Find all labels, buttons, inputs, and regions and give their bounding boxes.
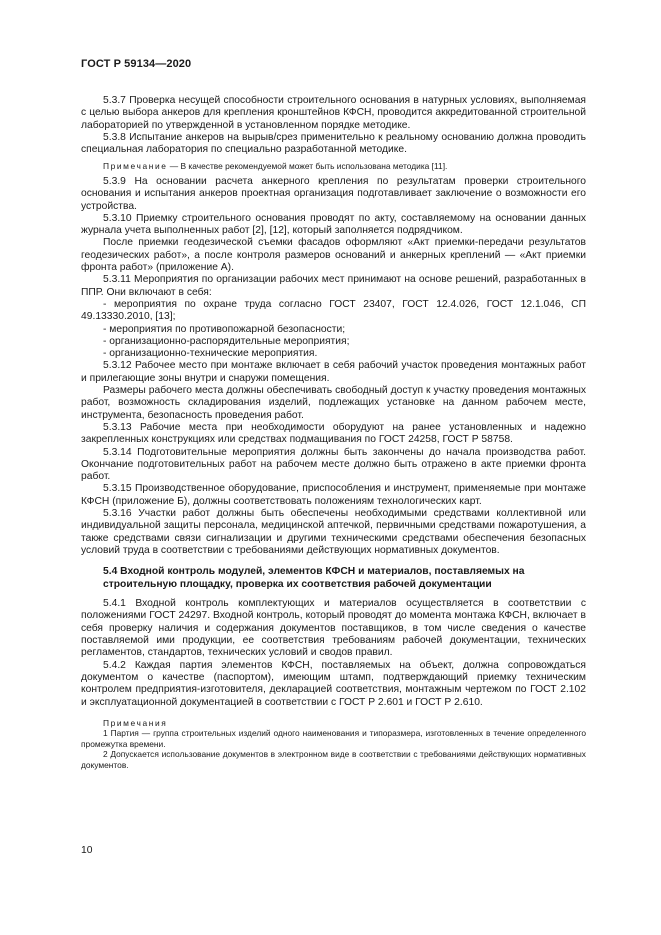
paragraph-5-3-15: 5.3.15 Производственное оборудование, приспособления и инструмент, применяемые при монтаже КФСН (приложение Б), должны соответствовать положениям технологических карт. <box>81 483 586 507</box>
note <box>81 161 586 172</box>
note-item-1: 1 Партия — группа строительных изделий одного наименования и типоразмера, изготовленных в течение определенного промежутка времени. <box>81 728 586 749</box>
paragraph-5-3-11: 5.3.11 Мероприятия по организации рабочих мест принимают на основе решений, разработанных в ППР. Они включают в себя: <box>81 274 586 298</box>
paragraph-5-3-10: 5.3.10 Приемку строительного основания проводят по акту, составляемому на основании данных журнала учета выполненных работ [2], [12], который заполняется подрядчиком. <box>81 212 586 237</box>
paragraph-5-3-14: 5.3.14 Подготовительные мероприятия должны быть закончены до начала производства работ. Окончание подготовительных работ на рабочем месте должно быть отражено в акте приемки фронта работ. <box>81 446 586 483</box>
list-item-labor-safety: - мероприятия по охране труда согласно ГОСТ 23407, ГОСТ 12.4.026, ГОСТ 12.1.046, СП 49.13330.2010, [13]; <box>81 298 586 323</box>
paragraph-5-4-2: 5.4.2 Каждая партия элементов КФСН, поставляемых на объект, должна сопровождаться документом о качестве (паспортом), имеющим штамп, подтверждающий приемку техническим контролем предприятия-изготовителя, декларацией соответствия, монтажным чертежом по ГОСТ 2.102 и эксплуатационной документацией в соответствии с ГОСТ Р 2.601 и ГОСТ Р 2.610. <box>81 659 586 708</box>
list-item-administrative: - организационно-распорядительные мероприятия; <box>103 335 350 347</box>
paragraph-5-3-16: 5.3.16 Участки работ должны быть обеспечены необходимыми средствами коллективной или индивидуальной защиты персонала, медицинской аптечкой, первичными средствами пожаротушения, а также средствами связи сигнализации и другими техническими средствами обеспечения безопасных условий труда в соответствии с требованиями действующих нормативных документов. <box>81 508 586 556</box>
notes-title: Примечания <box>103 717 168 728</box>
list-item-technical: - организационно-технические мероприятия. <box>103 348 318 360</box>
paragraph-5-3-13: 5.3.13 Рабочие места при необходимости оборудуют на ранее установленных и надежно закрепленных конструкциях или средствах подмащивания по ГОСТ 24258, ГОСТ Р 58758. <box>81 421 586 446</box>
paragraph-5-3-10-acts: После приемки геодезической съемки фасадов оформляют «Акт приемки-передачи результатов геодезических работ», а после контроля размеров оснований и анкерных креплений — «Акт приемки фронта работ» (приложение А). <box>81 237 586 274</box>
section-title-5-4: 5.4 Входной контроль модулей, элементов КФСН и материалов, поставляемых на строительную площадку, проверка их соответствия рабочей документации <box>103 566 525 590</box>
list-item-fire-safety: - мероприятия по противопожарной безопасности; <box>103 323 346 335</box>
paragraph-5-3-12: 5.3.12 Рабочее место при монтаже включает в себя рабочий участок проведения монтажных работ и прилегающие зоны внутри и снаружи помещения. <box>81 360 586 384</box>
paragraph-5-3-12-size: Размеры рабочего места должны обеспечивать свободный доступ к участку проведения монтажных работ, возможность складирования изделий, подлежащих установке на данном рабочем месте, инструмента, безопасность проведения работ. <box>81 385 586 421</box>
document-body <box>81 95 586 770</box>
paragraph-5-3-9: 5.3.9 На основании расчета анкерного крепления по результатам проверки строительного основания и испытания анкеров проектная организация подготавливает заключение о возможности его устройства. <box>81 175 586 212</box>
document-header: ГОСТ Р 59134—2020 <box>81 58 192 70</box>
note-text: — В качестве рекомендуемой может быть использована методика [11]. <box>167 161 448 172</box>
page-number: 10 <box>81 845 93 856</box>
paragraph-5-3-8: 5.3.8 Испытание анкеров на вырыв/срез применительно к реальному основанию должна проводить специальная лаборатория по специально разработанной методике. <box>81 131 586 156</box>
note-item-2: 2 Допускается использование документов в электронном виде в соответствии с требованиями действующих нормативных документов. <box>81 749 586 770</box>
paragraph-5-3-7: 5.3.7 Проверка несущей способности строительного основания в натурных условиях, выполняемая с целью выбора анкеров для крепления кронштейнов КФСН, проводится аккредитованной строительной лабораторией по утвержденной в установленном порядке методике. <box>81 95 586 131</box>
note-label: Примечание <box>103 161 168 172</box>
paragraph-5-4-1: 5.4.1 Входной контроль комплектующих и материалов осуществляется в соответствии с положениями ГОСТ 24297. Входной контроль, который проводят до момента монтажа КФСН, включает в себя проверку наличия и содержания документов поставщиков, в том числе сведения о качестве поставляемой ими продукции, ее соответствия требованиям рабочей документации, технических регламентов, стандартов, технических условий и сводов правил. <box>81 598 586 659</box>
notes-block <box>81 718 586 771</box>
